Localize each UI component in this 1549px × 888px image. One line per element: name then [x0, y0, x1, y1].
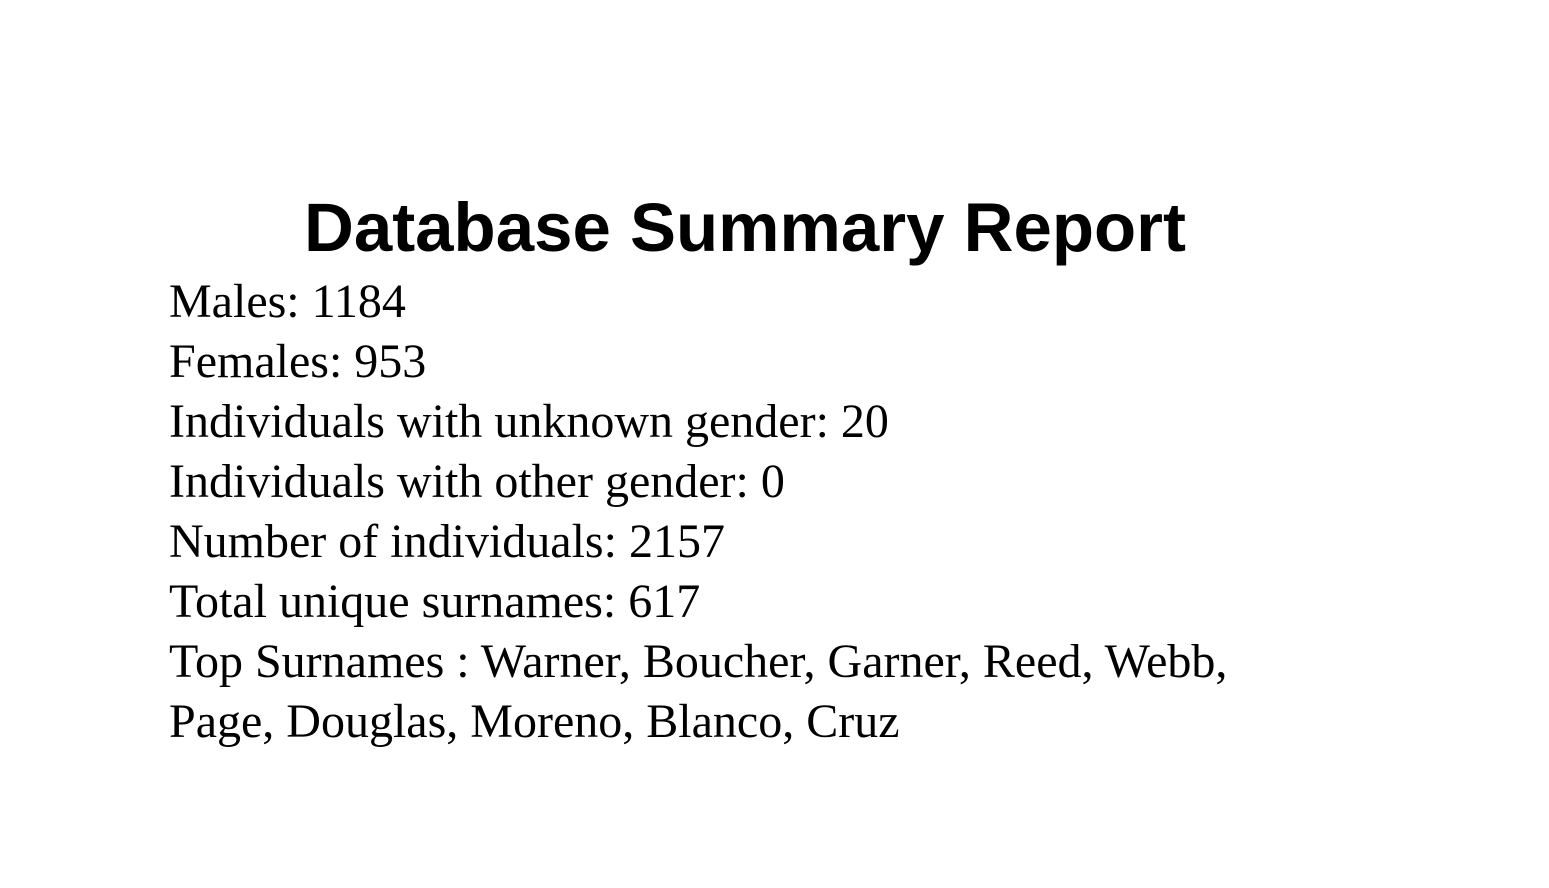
report-title: Database Summary Report: [304, 189, 1186, 266]
stat-females: Females: 953: [169, 335, 427, 388]
stat-number-of-individuals: Number of individuals: 2157: [169, 515, 725, 568]
stat-top-surnames-continued: Page, Douglas, Moreno, Blanco, Cruz: [169, 695, 900, 748]
stat-other-gender: Individuals with other gender: 0: [169, 455, 785, 508]
summary-stats: [169, 272, 1369, 752]
stat-unknown-gender: Individuals with unknown gender: 20: [169, 395, 889, 448]
stat-unique-surnames: Total unique surnames: 617: [169, 575, 701, 628]
stat-males: Males: 1184: [169, 275, 406, 328]
stat-top-surnames: Top Surnames : Warner, Boucher, Garner, Reed, Webb,: [169, 635, 1228, 688]
